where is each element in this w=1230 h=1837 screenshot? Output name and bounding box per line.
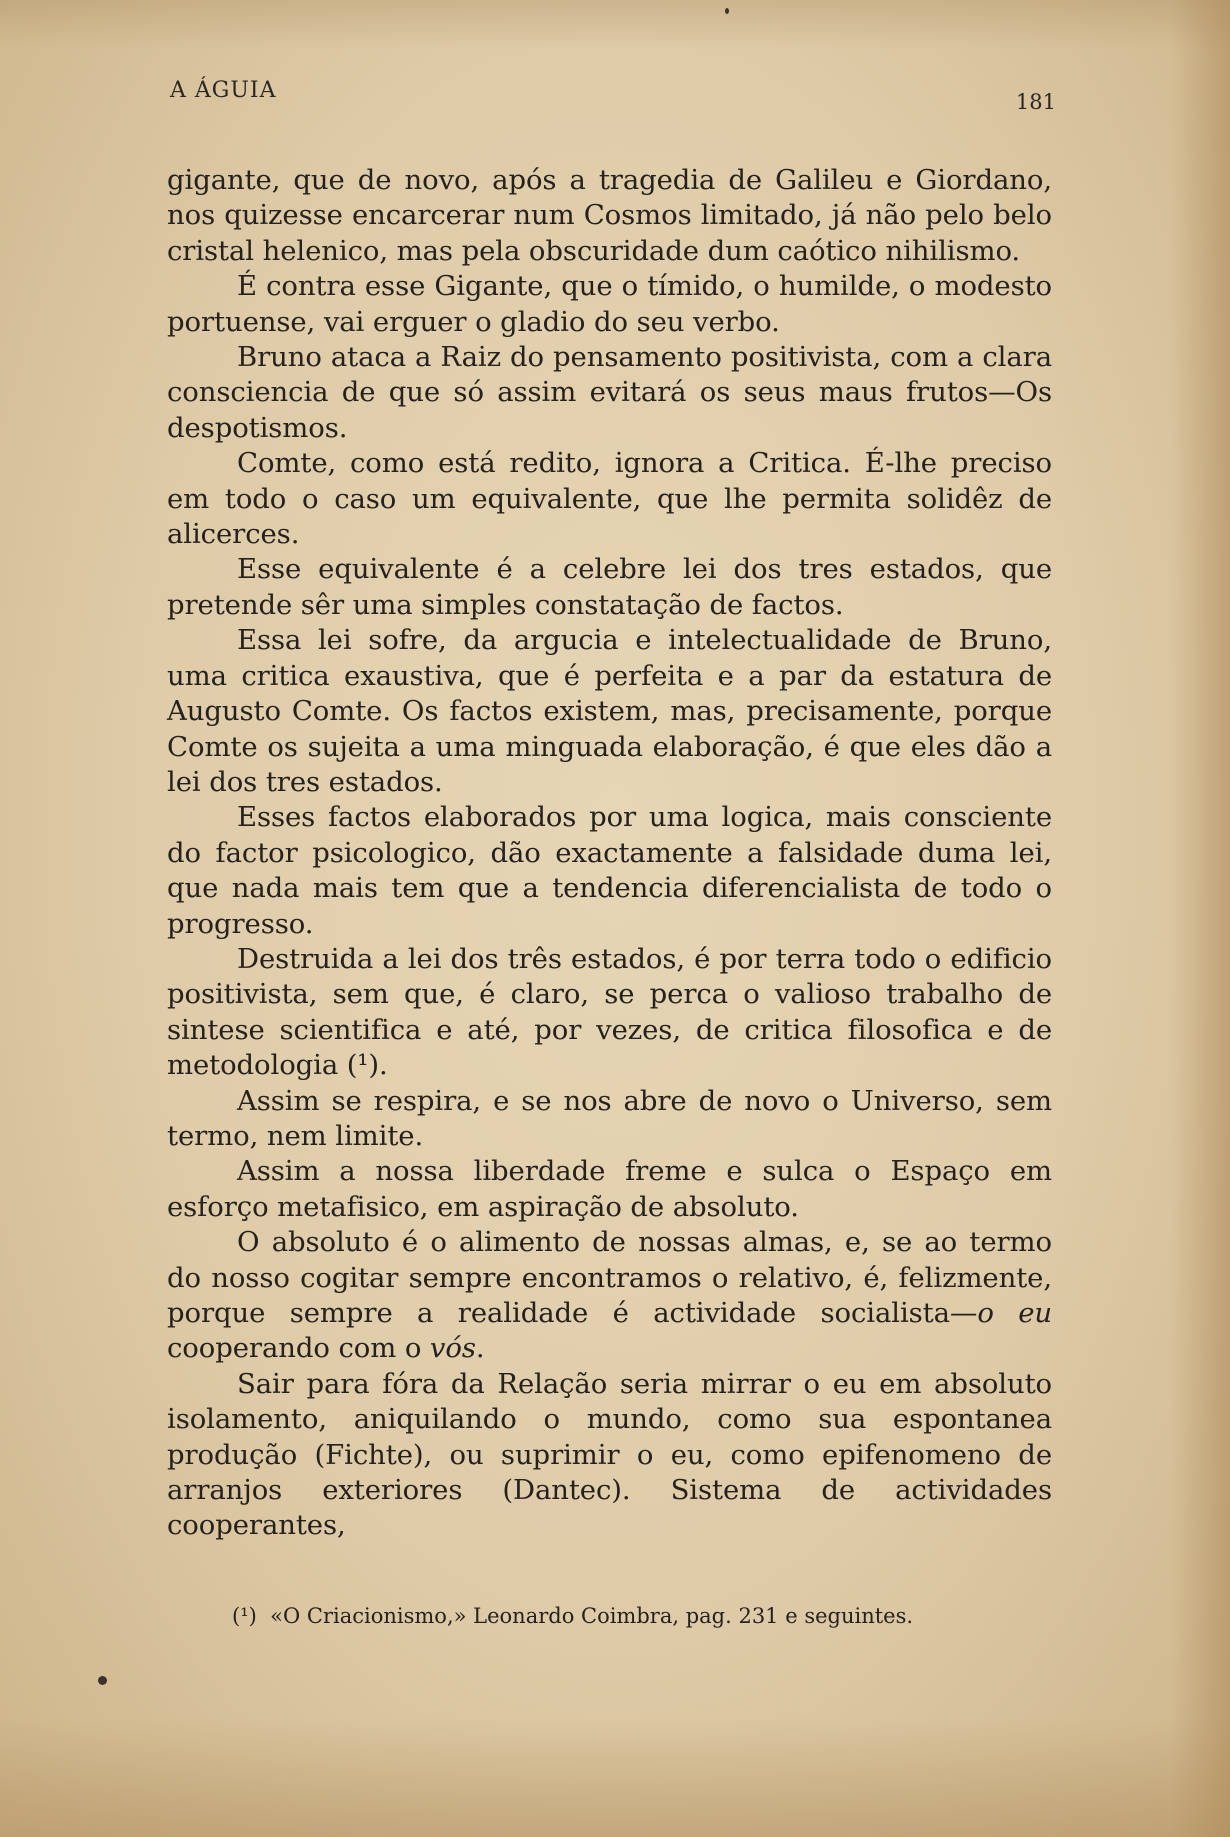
footnote-text: «O Criacionismo,» Leonardo Coimbra, pag. 231 e seguintes. (270, 1604, 914, 1628)
paragraph (167, 1225, 1052, 1367)
paragraph: gigante, que de novo, após a tragedia de Galileu e Giordano, nos quizesse encarcerar num Cosmos limitado, já não pelo belo cristal helenico, mas pela obscuridade dum caótico nihilismo. (167, 164, 1052, 267)
body-text (167, 163, 1052, 1544)
paragraph: Destruida a lei dos três estados, é por terra todo o edificio positivista, sem que, é claro, se perca o valioso trabalho de sintese scientifica e até, por vezes, de critica filosofica e de metodologia (¹). (167, 942, 1052, 1082)
footnote-marker: (¹) (232, 1604, 257, 1628)
emphasis-eu: o eu (977, 1297, 1053, 1329)
footnote (232, 1604, 1052, 1628)
page-shadow-top (0, 0, 1230, 50)
paragraph: É contra esse Gigante, que o tímido, o humilde, o modesto portuense, vai erguer o gladio do seu verbo. (167, 270, 1052, 338)
journal-title: A ÁGUIA (170, 78, 277, 103)
paragraph: Bruno ataca a Raiz do pensamento positivista, com a clara consciencia de que só assim evitará os seus maus frutos—Os despotismos. (167, 341, 1052, 444)
emphasis-vos: vós (429, 1332, 476, 1365)
paragraph: Esses factos elaborados por uma logica, mais consciente do factor psicologico, dão exactamente a falsidade duma lei, que nada mais tem que a tendencia diferencialista de todo o progresso. (167, 801, 1052, 940)
paragraph: Essa lei sofre, da argucia e intelectualidade de Bruno, uma critica exaustiva, que é perfeita e a par da estatura de Augusto Comte. Os factos existem, mas, precisamente, porque Comte os sujeita a uma minguada elaboração, é que eles dão a lei dos tres estados. (167, 624, 1052, 798)
page-shadow-right (1170, 0, 1230, 1837)
paragraph-text: cooperando com o (167, 1332, 430, 1365)
ink-speck (725, 8, 729, 14)
paragraph: Sair para fóra da Relação seria mirrar o eu em absoluto isolamento, aniquilando o mundo, como sua espontanea produção (Fichte), ou suprimir o eu, como epifenomeno de arranjos exteriores (Dantec). Sistema de actividades cooperantes, (167, 1367, 1052, 1542)
paragraph: Assim a nossa liberdade freme e sulca o Espaço em esforço metafisico, em aspiração de absoluto. (167, 1155, 1052, 1223)
paragraph: Assim se respira, e se nos abre de novo o Universo, sem termo, nem limite. (167, 1084, 1052, 1152)
page-shadow-bottom (0, 1717, 1230, 1837)
paragraph-text: O absoluto é o alimento de nossas almas, e, se ao termo do nosso cogitar sempre encontramos o relativo, é, felizmente, porque sempre a realidade é actividade socialista— (167, 1226, 1052, 1329)
paragraph: Comte, como está redito, ignora a Critica. É-lhe preciso em todo o caso um equivalente, que lhe permita solidêz de alicerces. (167, 447, 1052, 551)
page-number: 181 (1015, 90, 1056, 114)
paragraph-text: . (475, 1332, 485, 1365)
ink-speck (98, 1676, 107, 1685)
running-header (170, 78, 1060, 118)
paragraph: Esse equivalente é a celebre lei dos tres estados, que pretende sêr uma simples constatação de factos. (167, 553, 1052, 621)
